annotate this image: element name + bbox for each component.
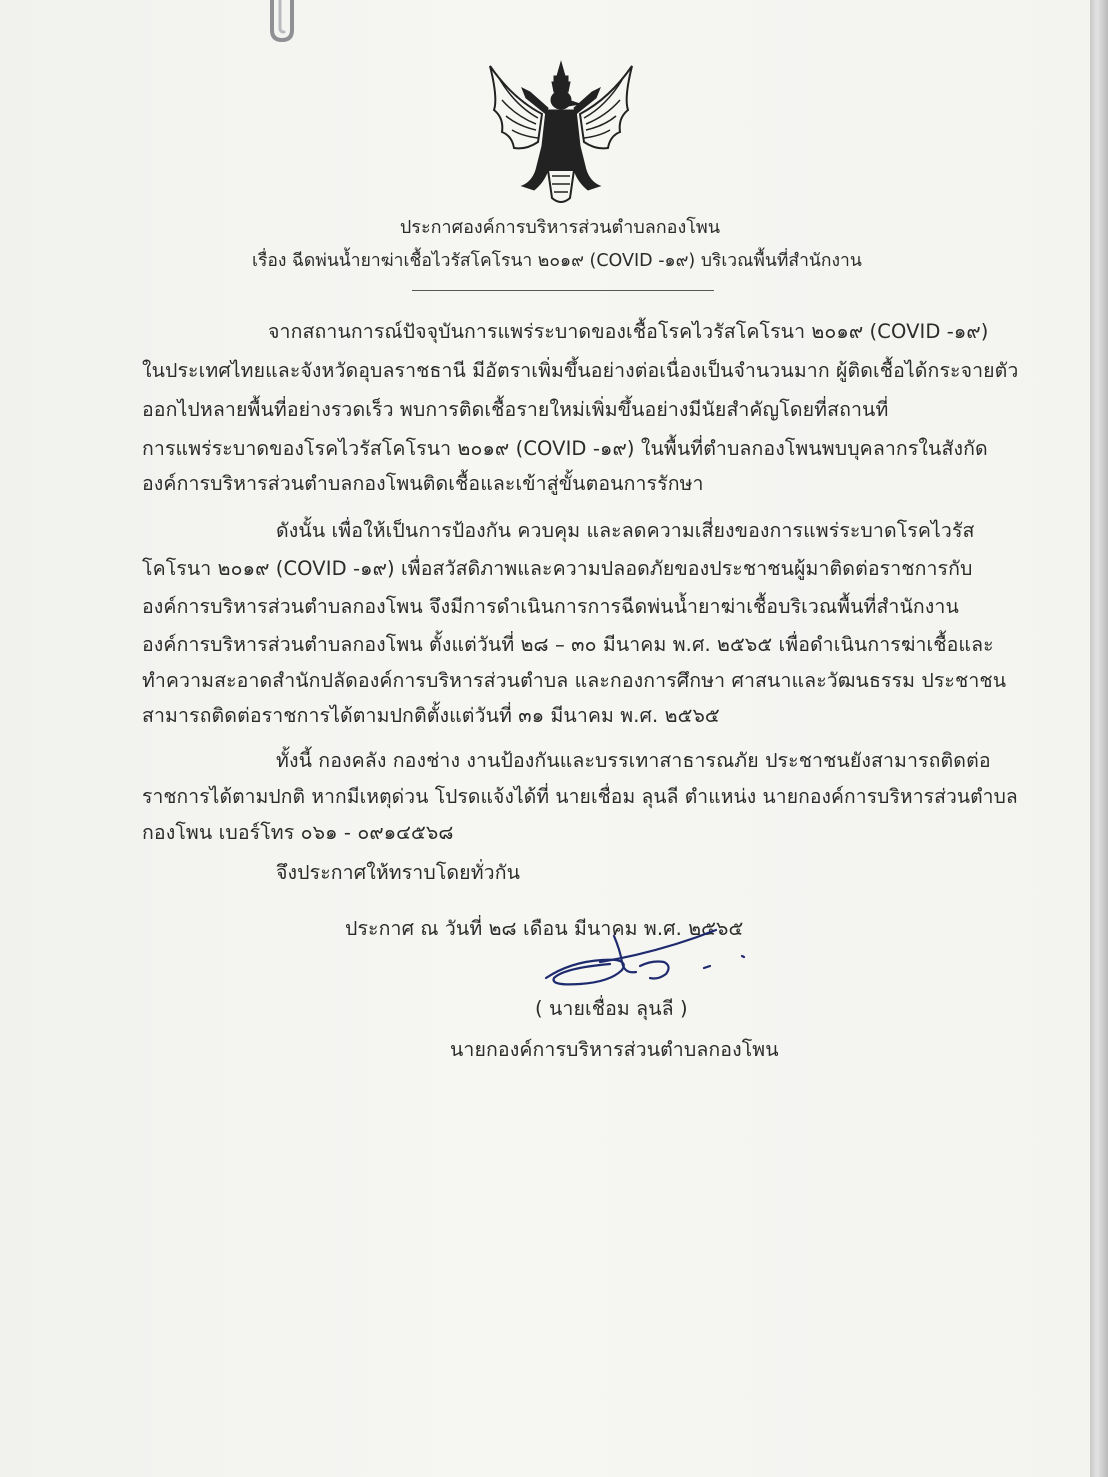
- paragraph-1-line: องค์การบริหารส่วนตำบลกองโพนติดเชื้อและเข้าสู่ขั้นตอนการรักษา: [142, 472, 704, 495]
- paragraph-2-line: ทำความสะอาดสำนักปลัดองค์การบริหารส่วนตำบล และกองการศึกษา ศาสนาและวัฒนธรรม ประชาชน: [142, 669, 1007, 692]
- paragraph-1-line: ในประเทศไทยและจังหวัดอุบลราชธานี มีอัตราเพิ่มขึ้นอย่างต่อเนื่องเป็นจำนวนมาก ผู้ติดเชื้อได้กระจายตัว: [142, 359, 1019, 382]
- title-divider: [412, 290, 714, 291]
- paragraph-3-line: กองโพน เบอร์โทร ๐๖๑ - ๐๙๑๔๕๖๘: [142, 821, 454, 844]
- garuda-emblem-icon: [482, 58, 640, 208]
- signer-title: นายกองค์การบริหารส่วนตำบลกองโพน: [450, 1038, 779, 1061]
- paragraph-2-line: องค์การบริหารส่วนตำบลกองโพน ตั้งแต่วันที่ ๒๘ – ๓๐ มีนาคม พ.ศ. ๒๕๖๕ เพื่อดำเนินการฆ่าเชื้อและ: [142, 633, 994, 656]
- paragraph-2-line: สามารถติดต่อราชการได้ตามปกติตั้งแต่วันที่ ๓๑ มีนาคม พ.ศ. ๒๕๖๕: [142, 704, 720, 727]
- paragraph-1-line: ออกไปหลายพื้นที่อย่างรวดเร็ว พบการติดเชื้อรายใหม่เพิ่มขึ้นอย่างมีนัยสำคัญโดยที่สถานที่: [142, 398, 889, 421]
- closing-statement: จึงประกาศให้ทราบโดยทั่วกัน: [276, 861, 521, 884]
- announcement-subject: เรื่อง ฉีดพ่นน้ำยาฆ่าเชื้อไวรัสโคโรนา ๒๐๑๙ (COVID -๑๙) บริเวณพื้นที่สำนักงาน: [252, 251, 862, 271]
- handwritten-signature-icon: [540, 922, 760, 992]
- paragraph-1-line: การแพร่ระบาดของโรคไวรัสโคโรนา ๒๐๑๙ (COVID -๑๙) ในพื้นที่ตำบลกองโพนพบบุคลากรในสังกัด: [142, 437, 988, 460]
- page-stack-edge: [1090, 0, 1108, 1477]
- paperclip-icon: [262, 0, 306, 44]
- paragraph-2-line: ดังนั้น เพื่อให้เป็นการป้องกัน ควบคุม และลดความเสี่ยงของการแพร่ระบาดโรคไวรัส: [276, 519, 975, 542]
- paragraph-2-line: โคโรนา ๒๐๑๙ (COVID -๑๙) เพื่อสวัสดิภาพและความปลอดภัยของประชาชนผู้มาติดต่อราชการกับ: [142, 557, 973, 580]
- announcement-title: ประกาศองค์การบริหารส่วนตำบลกองโพน: [399, 217, 721, 238]
- paragraph-3-line: ทั้งนี้ กองคลัง กองช่าง งานป้องกันและบรรเทาสาธารณภัย ประชาชนยังสามารถติดต่อ: [276, 749, 991, 772]
- paragraph-3-line: ราชการได้ตามปกติ หากมีเหตุด่วน โปรดแจ้งได้ที่ นายเชื่อม ลุนลี ตำแหน่ง นายกองค์การบริหารส่วนตำบล: [142, 785, 1018, 808]
- paragraph-1-line: จากสถานการณ์ปัจจุบันการแพร่ระบาดของเชื้อโรคไวรัสโคโรนา ๒๐๑๙ (COVID -๑๙): [268, 320, 989, 343]
- paragraph-2-line: องค์การบริหารส่วนตำบลกองโพน จึงมีการดำเนินการการฉีดพ่นน้ำยาฆ่าเชื้อบริเวณพื้นที่สำนักงาน: [142, 595, 959, 618]
- signer-name: ( นายเชื่อม ลุนลี ): [535, 997, 688, 1020]
- announcement-date: ประกาศ ณ วันที่ ๒๘ เดือน มีนาคม พ.ศ. ๒๕๖๕: [345, 917, 744, 940]
